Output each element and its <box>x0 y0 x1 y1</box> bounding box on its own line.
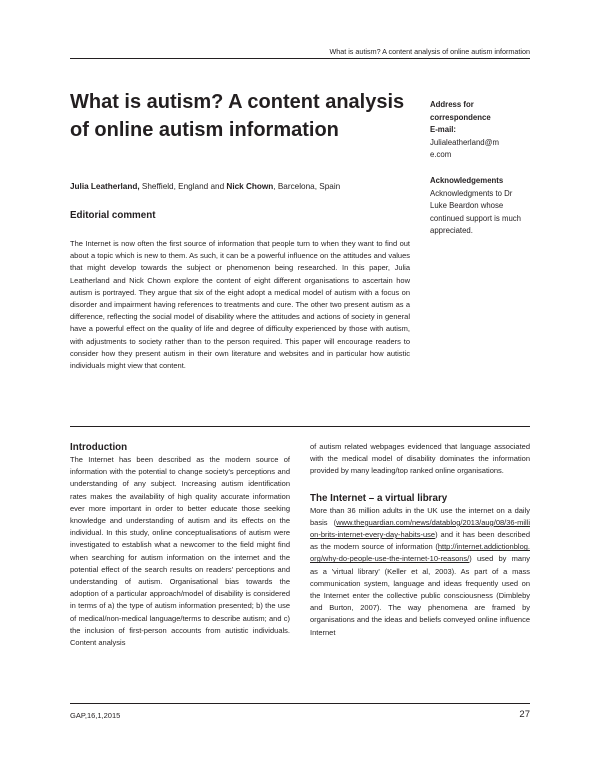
correspondence-heading: Address for correspondence <box>430 100 491 122</box>
footer-divider <box>70 703 530 704</box>
internet-text-c: ) used by many as a 'virtual library' (Keller et al, 2003). As part of a mass communication system, language and ideas frequently used on the Internet enter the collective public consciousness (Dimbleby and Burton, 2007). The way phenomena are framed by organisations and the ideas and beliefs conveyed online influence Internet <box>310 554 530 637</box>
journal-citation: GAP,16,1,2015 <box>70 711 121 720</box>
internet-section-text <box>310 505 530 639</box>
email-label: E-mail: <box>430 125 456 134</box>
internet-text-b: ) and it has been described as the modern source of information ( <box>310 530 530 552</box>
page-number: 27 <box>519 709 530 720</box>
article-title: What is autism? A content analysis of online autism information <box>70 91 405 141</box>
author-affiliation-2: , Barcelona, Spain <box>273 182 341 191</box>
editorial-comment-heading: Editorial comment <box>70 210 156 221</box>
author-name-2: Nick Chown <box>226 182 274 191</box>
addictionblog-link[interactable]: http://internet.addictionblog.org/why-do-people-use-the-internet-10-reasons/ <box>310 542 530 564</box>
internet-text-a: More than 36 million adults in the UK use the internet on a daily basis ( <box>310 505 530 527</box>
section-divider <box>70 426 530 427</box>
introduction-continued-text: of autism related webpages evidenced that language associated with the medical model of disability dominates the information provided by many leading/top ranked online organisations. <box>310 442 530 476</box>
acknowledgements-heading: Acknowledgements <box>430 176 504 185</box>
acknowledgements-text: Acknowledgments to Dr Luke Beardon whose continued support is much appreciated. <box>430 188 522 235</box>
acknowledgements-box <box>430 175 530 238</box>
introduction-column <box>70 441 290 649</box>
right-column <box>310 441 530 639</box>
editorial-comment-text: The Internet is now often the first source of information that people turn to when they want to find out about a topic which is new to them. As such, it can be a powerful influence on the attitudes and values that might develop towards the subject or phenomenon being researched. In this paper, Julia Leatherland and Nick Chown explore the content of eight different organisations to ascertain how autism is portrayed. They argue that six of the eight adopt a medical model of autism with a focus on disorder and impairment having references to treatments and cure. The other two present autism as a difference, reflecting the social model of disability where the attitudes and actions of society in general have a powerful effect on the quality of life and degree of difficulty experienced by those with autism, with adjustments to society rather than to the person required. This paper will encourage readers to consider how they present autism in their own literature and websites and in particular how autistic individuals might view that content. <box>70 239 410 371</box>
author-line <box>70 181 410 192</box>
correspondence-box <box>430 99 530 162</box>
guardian-link[interactable]: www.theguardian.com/news/datablog/2013/aug/08/36-million-brits-internet-every-day-habits-use <box>310 517 530 540</box>
header-divider <box>70 58 530 59</box>
author-name-1: Julia Leatherland, <box>70 182 140 191</box>
email-link[interactable]: Julialeatherland@me.com <box>430 137 500 159</box>
running-head: What is autism? A content analysis of online autism information <box>329 47 530 56</box>
introduction-heading: Introduction <box>70 442 128 453</box>
author-affiliation-1: Sheffield, England and <box>139 182 227 191</box>
introduction-text: The Internet has been described as the modern source of information with the potential to change society's perceptions and understanding of any subject. Increasing autism identification rates makes the availability of high quality accurate information ever more important in order to better educate those seeking knowledge and understanding of autism and its effects on the individual. In this study, online conceptualisations of autism were investigated to establish what a newcomer to the field might find when searching for autism information on the internet and the potential effect of the search results on readers' perceptions and understanding of autism. Organisational bias towards the adoption of a particular approach/model of disability is considered in terms of a) the type of autism information presented; b) the use of medical/non-medical language/terms to describe autism; and c) the inclusion of first-person accounts from autistic individuals. Content analysis <box>70 455 290 648</box>
internet-section-heading: The Internet – a virtual library <box>310 492 448 504</box>
